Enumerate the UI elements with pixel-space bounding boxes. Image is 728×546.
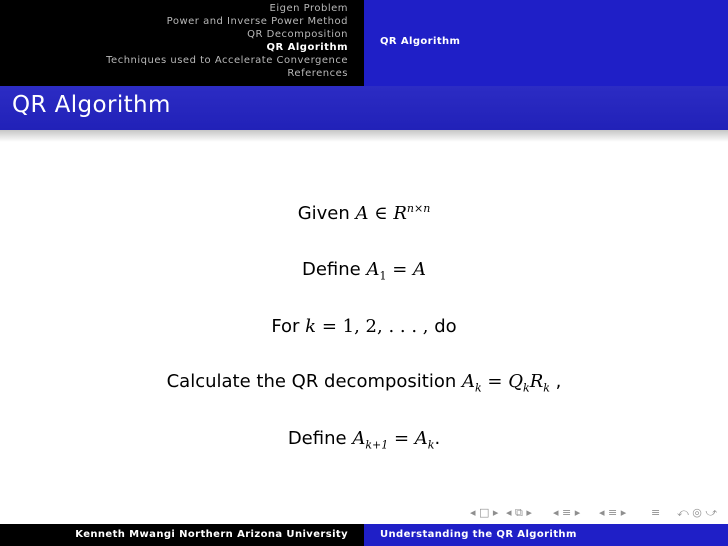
- search-back-forward-icon[interactable]: ⤺ ◎ ⤻: [677, 506, 718, 519]
- r-var: R: [529, 371, 544, 392]
- index-range: 1, 2, . . . ,: [342, 316, 429, 337]
- equals-symbol: =: [392, 259, 408, 280]
- define-ak1-line: [0, 428, 728, 452]
- nav-item-power-method[interactable]: Power and Inverse Power Method: [166, 16, 348, 27]
- a-k1-subscript: k+1: [365, 438, 389, 452]
- a-var: A: [366, 259, 380, 280]
- frame-nav-icon[interactable]: ◂ □ ▸: [470, 506, 499, 519]
- footer: [0, 524, 728, 546]
- nav-item-acceleration-techniques[interactable]: Techniques used to Accelerate Convergence: [106, 55, 348, 66]
- footer-author: Kenneth Mwangi Northern Arizona University: [75, 529, 348, 540]
- nav-item-references[interactable]: References: [287, 68, 348, 79]
- qr-decomposition-line: [0, 371, 728, 395]
- given-line: [0, 202, 728, 224]
- q-subscript: k: [523, 381, 530, 395]
- define-word: Define: [287, 428, 347, 449]
- calculate-text: Calculate the QR decomposition: [166, 371, 457, 392]
- a-rhs: A: [413, 259, 427, 280]
- nav-item-eigen-problem[interactable]: Eigen Problem: [269, 3, 348, 14]
- title-shadow: [0, 130, 728, 142]
- dimension-exponent: n×n: [406, 202, 431, 215]
- r-subscript: k: [543, 381, 550, 395]
- header: [0, 0, 728, 86]
- for-loop-line: [0, 316, 728, 337]
- nav-item-qr-decomposition[interactable]: QR Decomposition: [247, 29, 348, 40]
- element-of-symbol: ∈: [374, 203, 388, 224]
- for-word: For: [271, 316, 300, 337]
- ak-subscript: k: [475, 381, 482, 395]
- given-word: Given: [297, 203, 350, 224]
- do-word: do: [434, 316, 457, 337]
- section-nav-icon[interactable]: ◂ ≡ ▸: [553, 506, 581, 519]
- equals-symbol: =: [487, 371, 503, 392]
- matrix-var: A: [355, 203, 369, 224]
- equals-symbol: =: [321, 316, 337, 337]
- footer-author-panel: [0, 524, 364, 546]
- ak-rhs-subscript: k: [427, 438, 435, 452]
- section-navigation: [0, 0, 364, 86]
- beamer-navigation-symbols: [0, 506, 728, 524]
- frame-title-bar: [0, 86, 728, 130]
- q-var: Q: [508, 371, 524, 392]
- ak-var: A: [462, 371, 476, 392]
- appendix-icon[interactable]: ≡: [651, 506, 661, 519]
- comma: ,: [555, 371, 562, 392]
- a-subscript: 1: [379, 269, 387, 283]
- equals-symbol: =: [393, 428, 410, 449]
- subsection-nav-icon[interactable]: ◂ ⧉ ▸: [506, 506, 532, 519]
- current-section-label[interactable]: QR Algorithm: [380, 36, 461, 47]
- document-nav-icon[interactable]: ◂ ≡ ▸: [599, 506, 627, 519]
- ak-rhs: A: [414, 428, 428, 449]
- slide-title: QR Algorithm: [12, 92, 171, 118]
- define-word: Define: [301, 259, 361, 280]
- subsection-panel: [364, 0, 728, 86]
- period: .: [434, 428, 441, 449]
- real-space: R: [393, 203, 407, 224]
- define-a1-line: [0, 259, 728, 283]
- footer-title: Understanding the QR Algorithm: [380, 529, 577, 540]
- a-var: A: [352, 428, 366, 449]
- footer-title-panel: [364, 524, 728, 546]
- k-var: k: [305, 316, 317, 337]
- nav-item-qr-algorithm[interactable]: QR Algorithm: [266, 42, 348, 53]
